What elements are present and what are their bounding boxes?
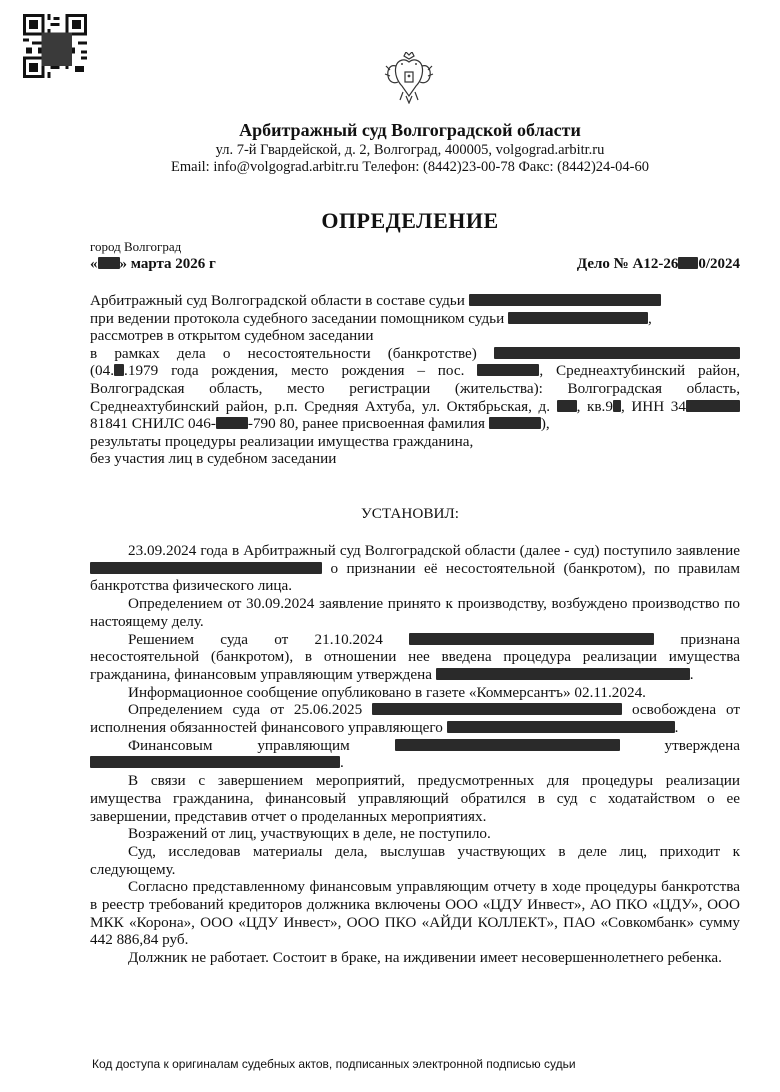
redaction-manager-2 bbox=[372, 703, 622, 715]
coat-of-arms-icon bbox=[384, 52, 434, 104]
body-paragraph-8: Возражений от лиц, участвующих в деле, не поступило. bbox=[128, 825, 491, 843]
intro-text-4: в рамках дела о несостоятельности (банкротстве) bbox=[90, 344, 477, 362]
redaction-debtor-3 bbox=[447, 721, 675, 733]
body-paragraph-10: Согласно представленному финансовым управляющим отчету в ходе процедуры банкротства в реестр требований кредиторов должника включены ООО «ЦДУ Инвест», АО ПКО «ЦДУ», ООО МКК «Корона», ООО «ЦДУ Инвест», ООО ПКО «АЙДИ КОЛЛЕКТ», ПАО «Совкомбанк» сумму 442 886,84 руб. bbox=[90, 878, 740, 949]
intro-line-case bbox=[90, 345, 740, 363]
p3-text-a: Решением суда от 21.10.2024 bbox=[128, 630, 383, 648]
body-paragraph-7: В связи с завершением мероприятий, предусмотренных для процедуры реализации имущества гражданина, финансовый управляющий обратился в суд с ходатайством о ее завершении, представив отчет о проделанных мероприятиях. bbox=[90, 772, 740, 825]
p1-text-a: 23.09.2024 года в Арбитражный суд Волгоградской области (далее - суд) поступило заявление bbox=[128, 542, 740, 559]
case-number bbox=[577, 256, 740, 273]
court-name: Арбитражный суд Волгоградской области bbox=[239, 120, 581, 140]
redaction-debtor bbox=[494, 347, 740, 359]
body-paragraph-11: Должник не работает. Состоит в браке, на иждивении имеет несовершеннолетнего ребенка. bbox=[128, 949, 722, 967]
body-block bbox=[90, 542, 740, 967]
redaction-day bbox=[98, 257, 120, 269]
case-suffix: 0/2024 bbox=[698, 256, 740, 272]
p3-text-c: . bbox=[689, 665, 694, 683]
p6-text-c: . bbox=[340, 754, 344, 772]
intro-text-2b: , bbox=[648, 309, 652, 327]
intro-block bbox=[90, 292, 740, 468]
p6-text-b: утверждена bbox=[664, 736, 741, 754]
document-date bbox=[90, 256, 216, 273]
intro-text-5f: 81841 СНИЛС 046- bbox=[90, 415, 216, 433]
redaction-apartment bbox=[613, 400, 621, 412]
redaction-judge bbox=[469, 294, 661, 306]
date-open-quote: « bbox=[90, 256, 98, 272]
case-prefix: Дело № А12-26 bbox=[576, 256, 679, 272]
redaction-birth-month bbox=[114, 364, 124, 376]
p3-text-b: признана несостоятельной (банкротом), в отношении нее введена процедура реализации имущества гражданина, финансовым управляющим утверждена bbox=[90, 630, 741, 683]
redaction-applicant bbox=[90, 562, 322, 574]
intro-text-2: при ведении протокола судебного заседании помощником судьи bbox=[90, 309, 505, 327]
p6-text-a: Финансовым управляющим bbox=[128, 736, 350, 754]
p5-text-b: освобождена от исполнения обязанностей финансового управляющего bbox=[90, 701, 740, 737]
redaction-manager-1 bbox=[436, 668, 690, 680]
court-address: ул. 7-й Гвардейской, д. 2, Волгоград, 400005, volgograd.arbitr.ru bbox=[215, 142, 605, 158]
intro-line-judge bbox=[90, 292, 740, 310]
footer-access-code: Код доступа к оригиналам судебных актов, подписанных электронной подписью судьи bbox=[92, 1057, 576, 1071]
document-title: ОПРЕДЕЛЕНИЕ bbox=[321, 208, 499, 233]
redaction-house bbox=[557, 400, 577, 412]
redaction-manager-3 bbox=[90, 756, 340, 768]
intro-text-5e: , ИНН 34 bbox=[620, 397, 686, 415]
body-paragraph-9: Суд, исследовав материалы дела, выслушав участвующих в деле лиц, приходит к следующему. bbox=[90, 842, 740, 878]
court-contacts: Email: info@volgograd.arbitr.ru Телефон: (8442)23-00-78 Факс: (8442)24-04-60 bbox=[171, 159, 649, 175]
intro-text-1: Арбитражный суд Волгоградской области в составе судьи bbox=[90, 292, 465, 309]
intro-line-attendance: без участия лиц в судебном заседании bbox=[90, 450, 337, 468]
intro-text-5c: , Среднеахтубинский район, Волгоградская область, место регистрации (жительства): Волгоградская область, Среднеахтубинский район, р.п. Средняя Ахтуба, ул. Октябрьская, д. bbox=[90, 362, 741, 415]
intro-line-session: рассмотрев в открытом судебном заседании bbox=[90, 327, 374, 345]
intro-text-5d: , кв.9 bbox=[576, 397, 613, 415]
date-rest: » марта 2026 г bbox=[119, 256, 216, 272]
intro-text-5a: (04. bbox=[90, 362, 115, 380]
body-paragraph-2: Определением от 30.09.2024 заявление принято к производству, возбуждено производство по настоящему делу. bbox=[90, 595, 740, 630]
body-paragraph-6 bbox=[90, 737, 740, 772]
body-paragraph-1 bbox=[90, 542, 740, 595]
body-paragraph-3 bbox=[90, 631, 740, 684]
redaction-former-surname bbox=[489, 417, 541, 429]
section-title: УСТАНОВИЛ: bbox=[361, 505, 459, 522]
redaction-debtor-4 bbox=[395, 739, 620, 751]
p1-text-b: о признании её несостоятельной (банкротом), по правилам банкротства физического лица. bbox=[90, 559, 740, 595]
qr-code-icon bbox=[23, 14, 87, 78]
intro-line-debtor bbox=[90, 362, 740, 432]
intro-text-5b: .1979 года рождения, место рождения – пос. bbox=[124, 362, 465, 380]
intro-line-protocol bbox=[90, 310, 740, 328]
intro-line-subject: результаты процедуры реализации имущества гражданина, bbox=[90, 432, 474, 450]
body-paragraph-4: Информационное сообщение опубликовано в газете «Коммерсантъ» 02.11.2024. bbox=[128, 683, 646, 701]
intro-text-5g: -790 80, ранее присвоенная фамилия bbox=[247, 415, 486, 433]
p5-text-c: . bbox=[674, 719, 679, 737]
redaction-birthplace bbox=[477, 364, 539, 376]
redaction-case bbox=[678, 257, 698, 269]
document-city: город Волгоград bbox=[90, 239, 182, 254]
redaction-debtor-2 bbox=[409, 633, 654, 645]
intro-text-5h: ), bbox=[540, 415, 550, 433]
body-paragraph-5 bbox=[90, 701, 740, 736]
redaction-inn bbox=[686, 400, 740, 412]
p5-text-a: Определением суда от 25.06.2025 bbox=[128, 701, 363, 719]
redaction-snils bbox=[216, 417, 248, 429]
redaction-assistant bbox=[508, 312, 648, 324]
